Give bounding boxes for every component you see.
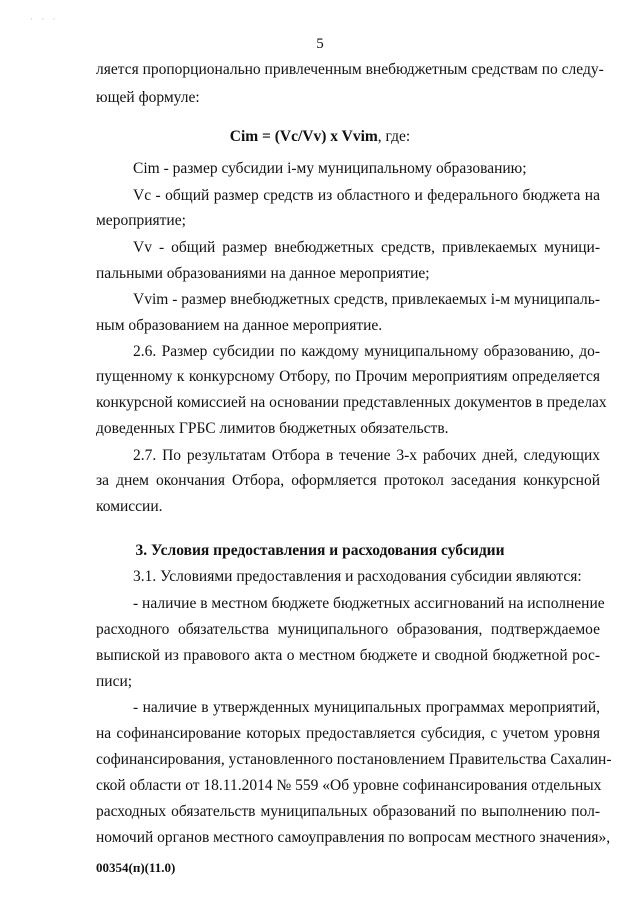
text-line: - наличие в утвержденных муниципальных программах мероприятий,	[133, 699, 600, 716]
text-line: на софинансирование которых предоставляется субсидия, с учетом уровня	[96, 725, 600, 742]
scan-mark: · · ·	[30, 14, 59, 24]
formula-suffix: , где:	[377, 128, 411, 145]
formula-expression: Cim = (Vc/Vv) x Vvim	[229, 128, 378, 145]
text-line: пущенному к конкурсному Отбору, по Прочим мероприятиям определяется	[96, 368, 600, 385]
text-line: 2.6. Размер субсидии по каждому муниципальному образованию, до-	[133, 343, 600, 360]
text-line: номочий органов местного самоуправления по вопросам местного значения»,	[96, 829, 611, 846]
page-number: 5	[316, 36, 324, 52]
text-line: выпиской из правового акта о местном бюджете и сводной бюджетной рос-	[96, 647, 600, 664]
text-line: за днем окончания Отбора, оформляется протокол заседания конкурсной	[96, 472, 600, 489]
text-line: 3.1. Условиями предоставления и расходования субсидии являются:	[133, 568, 582, 585]
text-line: расходных обязательств муниципальных образований по выполнению пол-	[96, 803, 600, 820]
section-heading: 3. Условия предоставления и расходования субсидии	[135, 542, 505, 559]
formula	[0, 127, 640, 147]
text-line: Vc - общий размер средств из областного и федерального бюджета на	[133, 187, 600, 204]
text-line: ляется пропорционально привлеченным внебюджетным средствам по следу-	[96, 61, 604, 78]
text-line: Vv - общий размер внебюджетных средств, привлекаемых муници-	[133, 239, 600, 256]
text-line: писи;	[96, 673, 133, 690]
text-line: ющей формуле:	[96, 89, 200, 106]
text-line: конкурсной комиссией на основании представленных документов в пределах	[96, 394, 607, 411]
document-code: 00354(п)(11.0)	[96, 860, 176, 875]
text-line: Vvim - размер внебюджетных средств, привлекаемых i-м муниципаль-	[133, 291, 600, 308]
text-line: комиссии.	[96, 498, 163, 515]
text-line: доведенных ГРБС лимитов бюджетных обязательств.	[96, 420, 449, 437]
text-line: - наличие в местном бюджете бюджетных ассигнований на исполнение	[133, 595, 605, 612]
text-line: ным образованием на данное мероприятие.	[96, 317, 383, 334]
text-line: софинансирования, установленного постановлением Правительства Сахалин-	[96, 751, 612, 768]
text-line: пальными образованиями на данное мероприятие;	[96, 265, 430, 282]
text-line: Cim - размер субсидии i-му муниципальному образованию;	[133, 160, 527, 177]
text-line: ской области от 18.11.2014 № 559 «Об уровне софинансирования отдельных	[96, 777, 602, 794]
text-line: мероприятие;	[96, 212, 186, 229]
text-line: 2.7. По результатам Отбора в течение 3-х рабочих дней, следующих	[133, 447, 600, 464]
text-line: расходного обязательства муниципального образования, подтверждаемое	[96, 621, 600, 638]
